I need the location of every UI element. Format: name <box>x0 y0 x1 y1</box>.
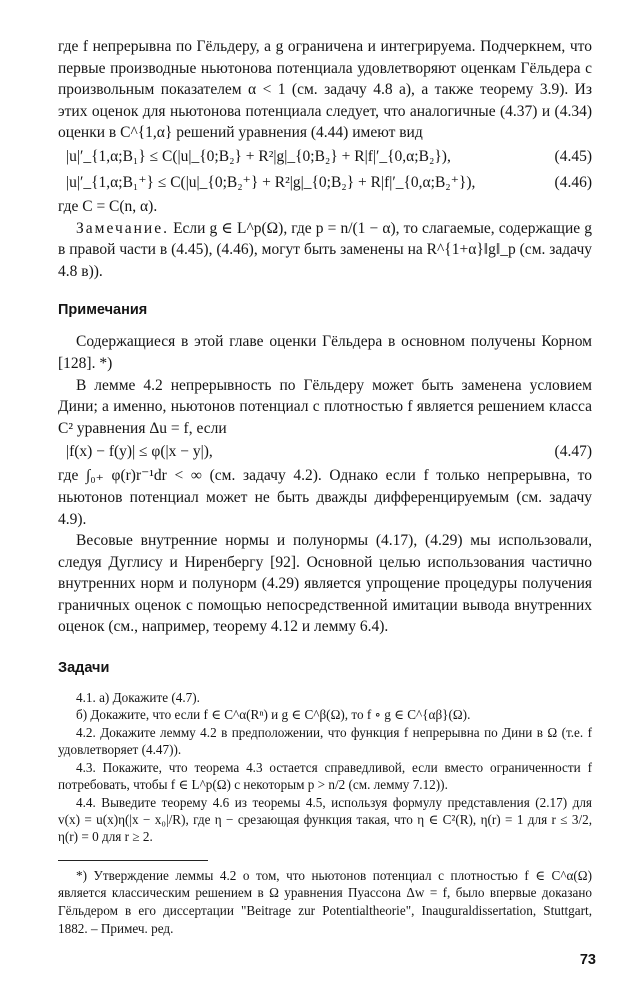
problem-item: 4.3. Покажите, что теорема 4.3 остается справедливой, если вместо ограниченности f потребовать, чтобы f ∈ L^p(Ω) с некоторым p > n/2 (см. лемму 7.12)). <box>58 759 592 793</box>
notes-paragraph-4: Весовые внутренние нормы и полунормы (4.17), (4.29) мы использовали, следуя Дуглису и Ниренбергу [92]. Основной целью использования частично внутренних норм и полунорм (4.29) является упрощение процедуры получения граничных оценок с помощью непосредственной имитации вывода внутренних оценок (см., например, теорему 4.12 и лемму 6.4). <box>58 532 592 636</box>
problem-item: 4.1. а) Докажите (4.7). <box>76 690 200 706</box>
equation-4-45-number: (4.45) <box>554 147 592 165</box>
equation-4-45-body: |u|′_{1,α;B₁} ≤ C(|u|_{0;B₂} + R²|g|_{0;B₂} + R|f|′_{0,α;B₂}), <box>66 147 451 165</box>
equation-4-46-number: (4.46) <box>554 173 592 191</box>
remark-paragraph <box>58 218 592 283</box>
footnote: *) Утверждение леммы 4.2 о том, что ньютонов потенциал с плотностью f ∈ C^α(Ω) является классическим решением в Ω уравнения Пуассона Δw = f, было впервые доказано Гёльдером в его диссертации "Beitrage zur Potentialtheorie", Inauguraldissertation, Stuttgart, 1882. – Примеч. ред. <box>58 867 592 936</box>
equation-4-46-body: |u|′_{1,α;B₁⁺} ≤ C(|u|_{0;B₂⁺} + R²|g|_{0;B₂} + R|f|′_{0,α;B₂⁺}), <box>66 173 476 191</box>
notes-paragraph-2: В лемме 4.2 непрерывность по Гёльдеру может быть заменена условием Дини; а именно, ньютонов потенциал с плотностью f является решением класса C² уравнения Δu = f, если <box>58 376 592 437</box>
notes-heading: Примечания <box>58 302 148 319</box>
problem-item: 4.2. Докажите лемму 4.2 в предположении, что функция f непрерывна по Дини в Ω (т.е. f удовлетворяет (4.47)). <box>58 724 592 758</box>
intro-paragraph: где f непрерывна по Гёльдеру, а g ограничена и интегрируема. Подчеркнем, что первые производные ньютонова потенциала удовлетворяют оценкам Гёльдера с произвольным показателем α < 1 (см. задачу 4.8 а), а также теорему 3.9). Из этих оценок для ньютонова потенциала следует, что аналогичные (4.37) и (4.34) оценки в C^{1,α} решений уравнения (4.44) имеют вид <box>58 38 592 142</box>
page-number: 73 <box>579 952 596 968</box>
page-content <box>58 36 592 937</box>
equation-4-47 <box>58 439 592 465</box>
where-c-line: где C = C(n, α). <box>58 197 158 215</box>
remark-label: Замечание. <box>76 219 169 237</box>
notes-paragraph-1: Содержащиеся в этой главе оценки Гёльдера в основном получены Корном [128]. *) <box>58 333 592 372</box>
equation-4-47-number: (4.47) <box>554 443 592 461</box>
problems-heading: Задачи <box>58 660 110 677</box>
notes-paragraph-3: где ∫₀₊ φ(r)r⁻¹dr < ∞ (см. задачу 4.2). Однако если f только непрерывна, то ньютонов потенциал может не быть дважды дифференцируемым (см. задачу 4.9). <box>58 467 592 528</box>
footnote-divider <box>58 860 208 861</box>
equation-4-47-body: |f(x) − f(y)| ≤ φ(|x − y|), <box>66 443 213 461</box>
equation-4-46 <box>58 170 592 196</box>
problem-item: б) Докажите, что если f ∈ C^α(Rⁿ) и g ∈ C^β(Ω), то f ∘ g ∈ C^{αβ}(Ω). <box>76 707 471 723</box>
remark-text: Если g ∈ L^p(Ω), где p = n/(1 − α), то слагаемые, содержащие g в правой части в (4.45), (4.46), могут быть заменены на R^{1+α}‖g‖_p (см. задачу 4.8 в)). <box>58 219 593 280</box>
equation-4-45 <box>58 144 592 170</box>
problems-list <box>58 689 592 846</box>
problem-item: 4.4. Выведите теорему 4.6 из теоремы 4.5, используя формулу представления (2.17) для v(x) = u(x)η(|x − x₀|/R), где η − срезающая функция такая, что η ∈ C²(R), η(r) = 1 для r ≤ 3/2, η(r) = 0 для r ≥ 2. <box>58 794 592 845</box>
